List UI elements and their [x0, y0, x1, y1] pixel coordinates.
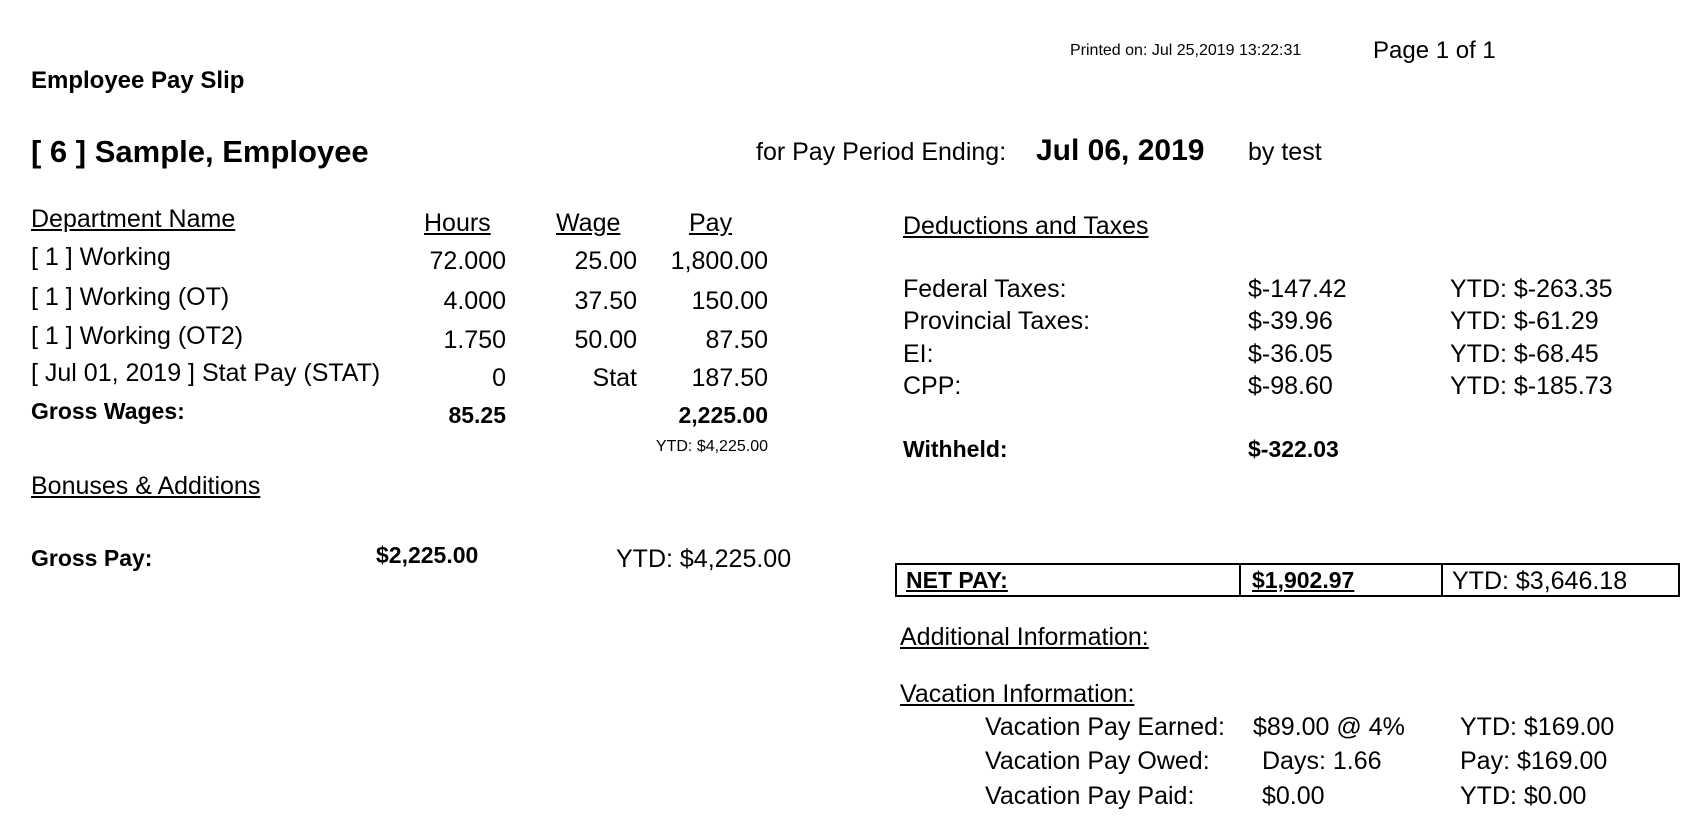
earnings-row-pay: 150.00: [691, 287, 768, 315]
deduction-ytd: YTD: $-185.73: [1450, 372, 1613, 400]
earnings-row-dept: [ 1 ] Working (OT): [31, 283, 230, 311]
earnings-row-hours: 1.750: [443, 326, 506, 354]
earnings-row-dept: [ 1 ] Working: [31, 243, 171, 271]
pay-period-label: for Pay Period Ending:: [756, 138, 1007, 166]
earnings-row-pay: 87.50: [705, 326, 768, 354]
earnings-row-wage: Stat: [592, 364, 637, 392]
vacation-row-label: Vacation Pay Earned:: [985, 713, 1225, 741]
employee-name: [ 6 ] Sample, Employee: [31, 134, 369, 169]
deduction-label: Provincial Taxes:: [903, 307, 1091, 335]
withheld-value: $-322.03: [1248, 436, 1339, 462]
gross-pay-ytd: YTD: $4,225.00: [616, 545, 792, 573]
vacation-row-value: $0.00: [1262, 782, 1325, 810]
gross-wages-pay: 2,225.00: [678, 402, 768, 428]
bonuses-additions-heading: Bonuses & Additions: [31, 472, 261, 500]
header-department-name: Department Name: [31, 205, 236, 233]
earnings-row-hours: 72.000: [429, 247, 506, 275]
vacation-row-extra: Pay: $169.00: [1460, 747, 1608, 775]
earnings-row-pay: 187.50: [691, 364, 768, 392]
deduction-ytd: YTD: $-263.35: [1450, 275, 1613, 303]
earnings-row-pay: 1,800.00: [670, 247, 768, 275]
header-wage: Wage: [556, 209, 621, 237]
earnings-row-wage: 50.00: [574, 326, 637, 354]
pay-period-date: Jul 06, 2019: [1036, 134, 1205, 167]
page-number: Page 1 of 1: [1373, 37, 1496, 64]
deductions-heading: Deductions and Taxes: [903, 212, 1149, 240]
header-hours: Hours: [424, 209, 491, 237]
document-title: Employee Pay Slip: [31, 67, 245, 94]
earnings-row-hours: 0: [492, 364, 506, 392]
gross-wages-label: Gross Wages:: [31, 398, 185, 424]
earnings-row-wage: 25.00: [574, 247, 637, 275]
earnings-row-dept: [ 1 ] Working (OT2): [31, 322, 244, 350]
vacation-row-value: $89.00 @ 4%: [1253, 713, 1405, 741]
deduction-amount: $-98.60: [1248, 372, 1333, 400]
deduction-label: CPP:: [903, 372, 962, 400]
gross-wages-ytd: YTD: $4,225.00: [655, 438, 768, 455]
vacation-row-extra: YTD: $0.00: [1460, 782, 1587, 810]
deduction-amount: $-39.96: [1248, 307, 1333, 335]
net-pay-divider: [1239, 565, 1241, 595]
deduction-label: Federal Taxes:: [903, 275, 1067, 303]
deduction-ytd: YTD: $-68.45: [1450, 340, 1599, 368]
gross-pay-label: Gross Pay:: [31, 545, 153, 571]
gross-wages-hours: 85.25: [448, 402, 506, 428]
earnings-row-wage: 37.50: [574, 287, 637, 315]
vacation-heading: Vacation Information:: [900, 680, 1135, 708]
vacation-row-value: Days: 1.66: [1262, 747, 1382, 775]
earnings-row-dept: [ Jul 01, 2019 ] Stat Pay (STAT): [31, 359, 381, 387]
deduction-amount: $-36.05: [1248, 340, 1333, 368]
printed-on-timestamp: Printed on: Jul 25,2019 13:22:31: [1070, 42, 1302, 59]
net-pay-ytd: YTD: $3,646.18: [1452, 567, 1628, 595]
earnings-row-hours: 4.000: [443, 287, 506, 315]
prepared-by: by test: [1248, 138, 1322, 166]
additional-info-heading: Additional Information:: [900, 623, 1149, 651]
vacation-row-label: Vacation Pay Owed:: [985, 747, 1210, 775]
vacation-row-extra: YTD: $169.00: [1460, 713, 1615, 741]
gross-pay-value: $2,225.00: [376, 542, 479, 568]
deduction-amount: $-147.42: [1248, 275, 1347, 303]
header-pay: Pay: [689, 209, 733, 237]
vacation-row-label: Vacation Pay Paid:: [985, 782, 1195, 810]
net-pay-divider: [1441, 565, 1443, 595]
withheld-label: Withheld:: [903, 436, 1008, 462]
deduction-label: EI:: [903, 340, 934, 368]
net-pay-value: $1,902.97: [1252, 567, 1355, 593]
deduction-ytd: YTD: $-61.29: [1450, 307, 1599, 335]
net-pay-label: NET PAY:: [906, 567, 1008, 593]
